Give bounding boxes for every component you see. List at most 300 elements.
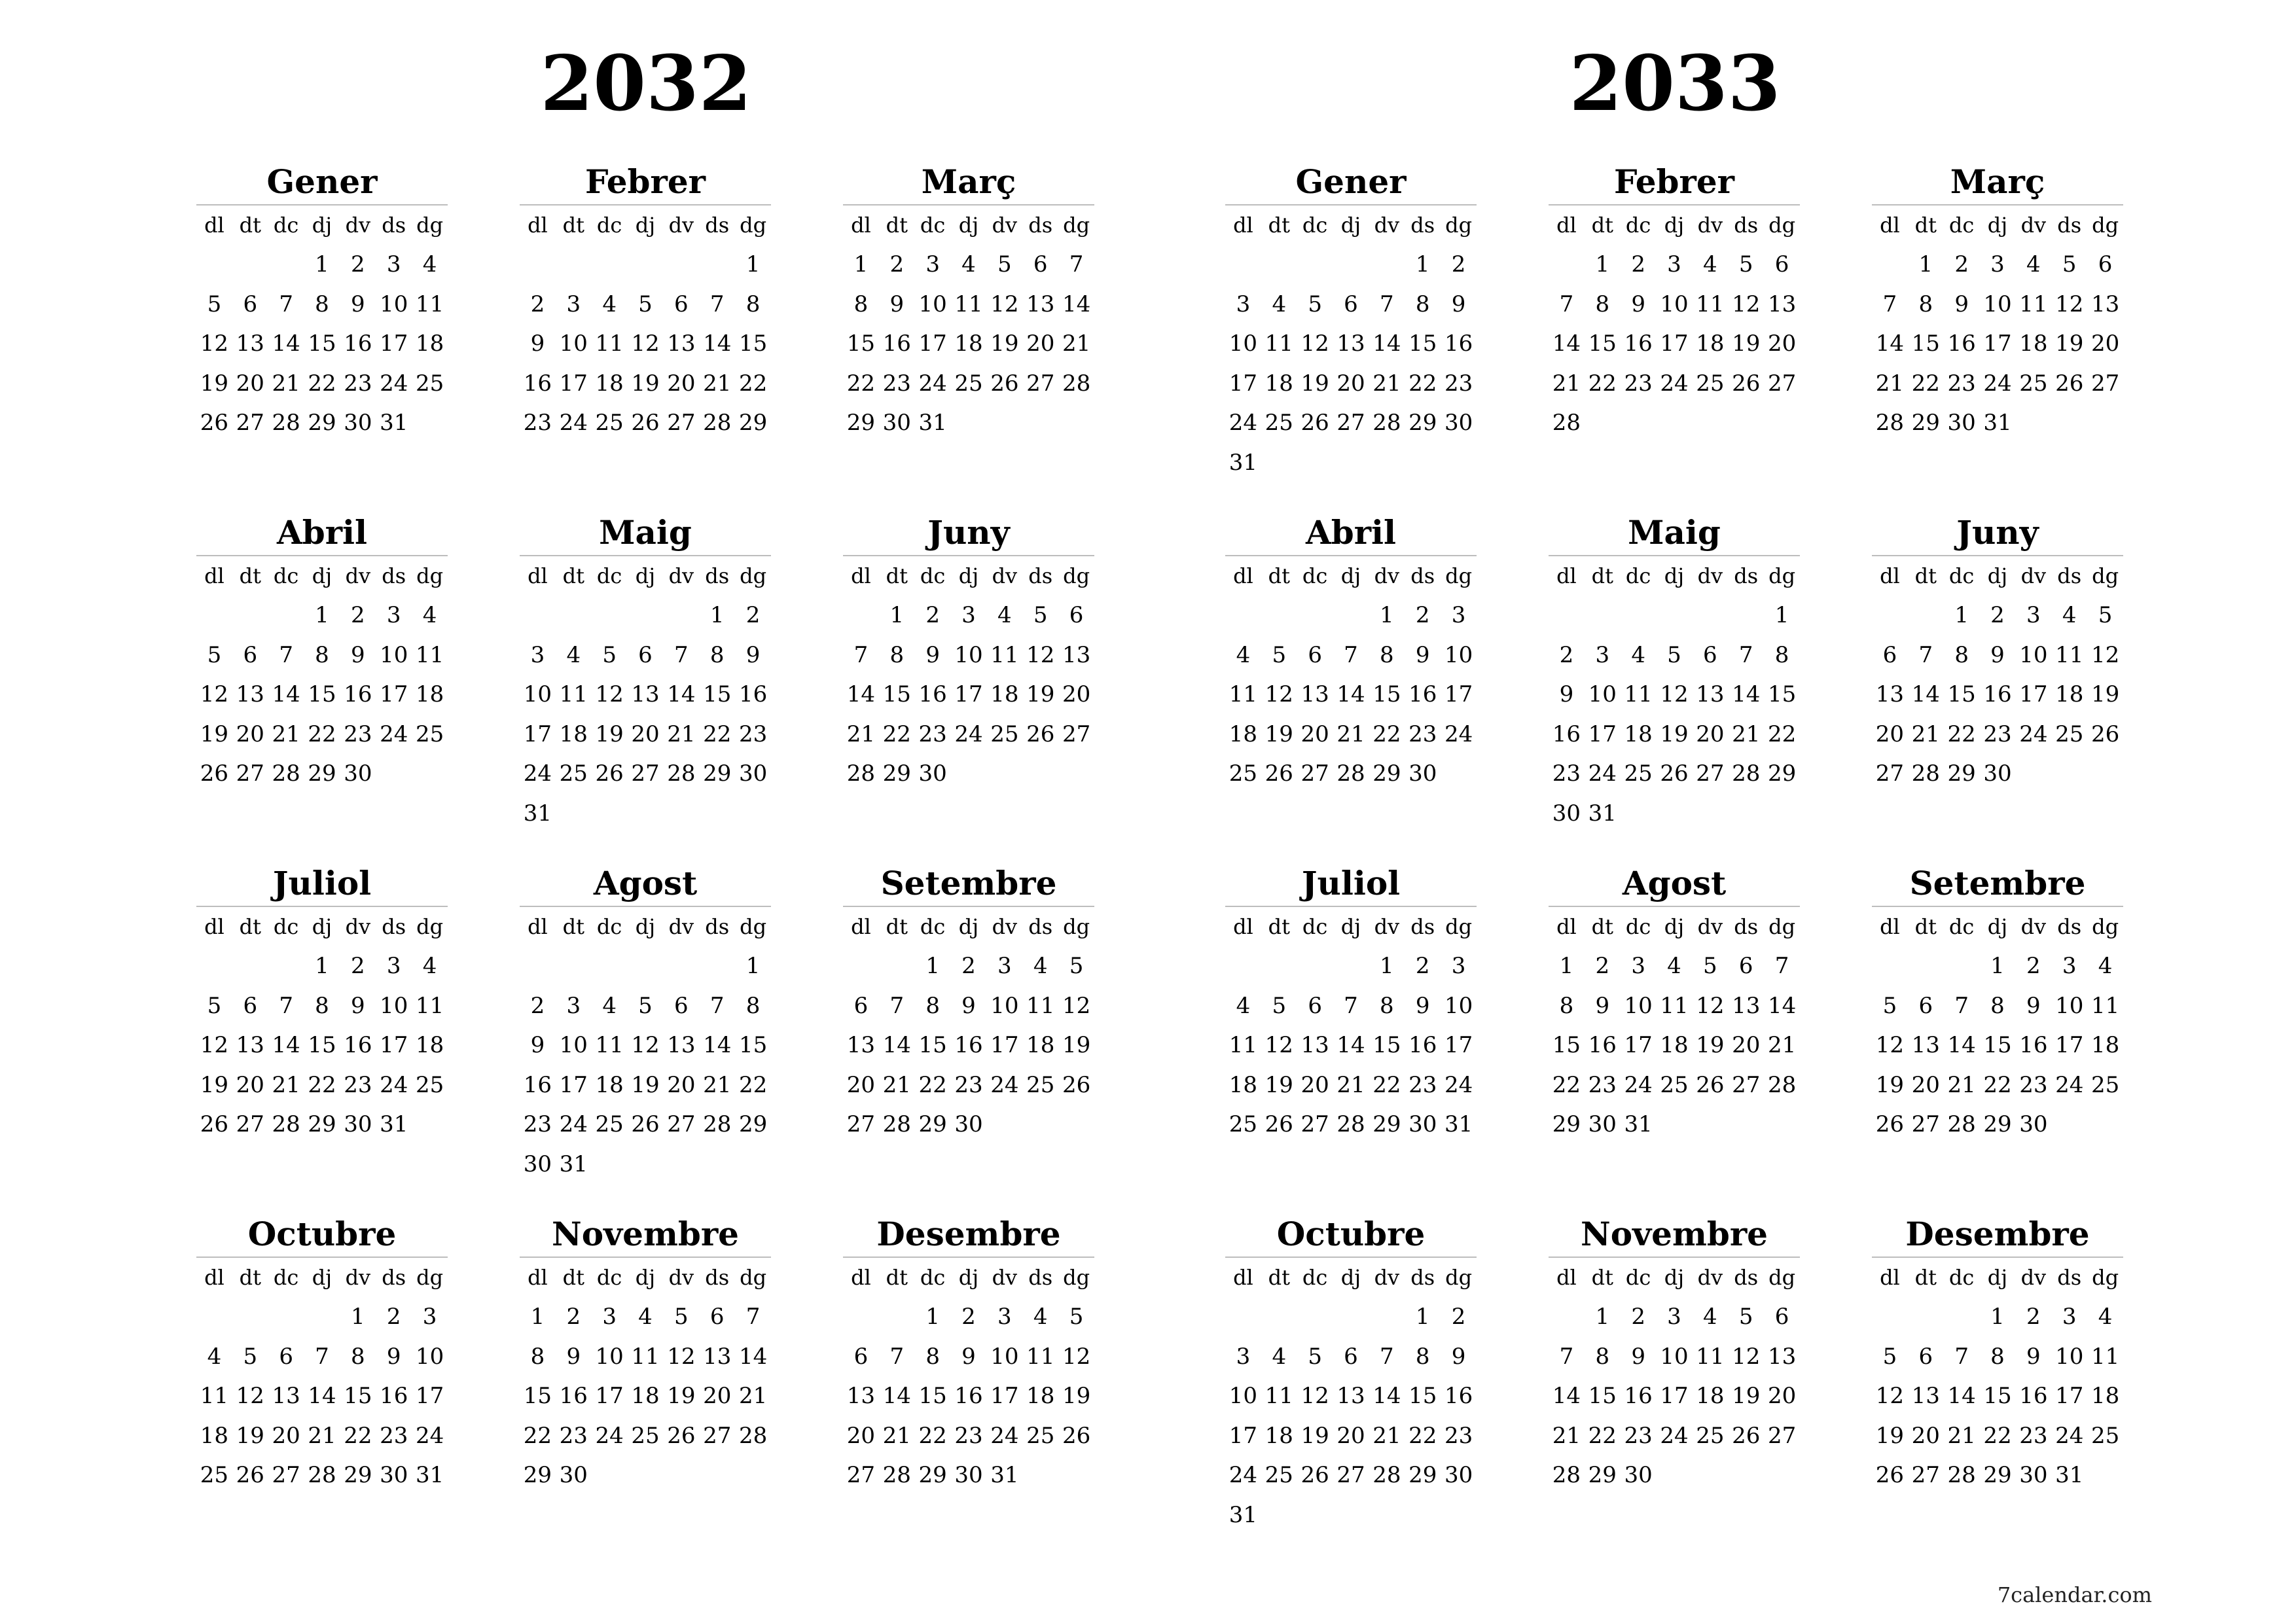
month-grid	[196, 205, 448, 443]
day-cell: 14	[703, 1032, 732, 1058]
month-name: Juliol	[196, 861, 448, 907]
day-cell: 19	[1300, 370, 1329, 397]
day-cell: 24	[990, 1422, 1019, 1449]
weekday-label: dv	[668, 213, 694, 238]
day-cell: 28	[1372, 410, 1401, 436]
weekday-label: ds	[705, 1265, 730, 1290]
day-cell: 25	[200, 1462, 229, 1488]
day-blank	[699, 946, 735, 986]
day-cell: 15	[1372, 681, 1401, 707]
weekday-label: dj	[635, 914, 656, 939]
day-cell: 29	[1552, 1111, 1581, 1137]
day-cell: 9	[1595, 992, 1610, 1019]
day-cell: 18	[1229, 1071, 1258, 1098]
day-cell: 19	[236, 1422, 264, 1449]
day-cell: 30	[918, 760, 947, 787]
day-cell: 18	[2090, 1383, 2120, 1409]
weekday-label: dl	[204, 563, 224, 588]
weekday-label: dv	[1374, 213, 1400, 238]
day-cell: 20	[236, 1071, 264, 1098]
month-2032-10	[196, 1212, 448, 1495]
day-cell: 25	[954, 370, 983, 397]
day-cell: 22	[308, 370, 336, 397]
weekday-label: dc	[1948, 914, 1975, 939]
day-cell: 10	[595, 1343, 624, 1370]
day-blank	[1333, 1297, 1369, 1337]
weekday-label: dg	[1768, 1265, 1796, 1290]
day-cell: 9	[1631, 291, 1645, 317]
day-cell: 19	[200, 370, 229, 397]
day-cell: 23	[738, 721, 768, 747]
day-blank	[843, 1297, 879, 1337]
month-grid	[520, 205, 771, 443]
day-cell: 19	[200, 721, 229, 747]
day-cell: 22	[738, 1071, 768, 1098]
day-cell: 29	[846, 410, 876, 436]
day-cell: 19	[990, 330, 1019, 357]
day-cell: 6	[853, 1343, 869, 1370]
day-cell: 18	[559, 721, 588, 747]
day-cell: 4	[602, 291, 617, 317]
day-cell: 9	[386, 1343, 401, 1370]
day-cell: 9	[961, 1343, 976, 1370]
weekday-label: dj	[1987, 914, 2008, 939]
day-cell: 14	[703, 330, 732, 357]
weekday-label: dt	[239, 563, 261, 588]
day-cell: 7	[709, 992, 725, 1019]
weekday-label: dj	[1664, 213, 1685, 238]
weekday-label: dg	[1063, 914, 1090, 939]
day-cell: 30	[344, 1111, 372, 1137]
weekday-label: dg	[2092, 1265, 2119, 1290]
weekday-label: dl	[1233, 914, 1253, 939]
weekday-label: dg	[1768, 563, 1796, 588]
day-cell: 1	[853, 251, 869, 277]
day-cell: 26	[2090, 721, 2120, 747]
day-cell: 7	[1882, 291, 1897, 317]
day-blank	[1872, 596, 1908, 635]
day-cell: 3	[602, 1304, 617, 1330]
day-cell: 24	[380, 1071, 408, 1098]
day-cell: 11	[1026, 992, 1055, 1019]
day-cell: 2	[1451, 1304, 1466, 1330]
weekday-label: dt	[1591, 213, 1613, 238]
day-cell: 25	[1026, 1071, 1055, 1098]
day-cell: 24	[415, 1422, 444, 1449]
weekday-label: dc	[920, 563, 946, 588]
day-cell: 20	[1767, 1383, 1797, 1409]
day-cell: 27	[1767, 370, 1797, 397]
day-cell: 15	[1552, 1032, 1581, 1058]
day-cell: 29	[1372, 1111, 1401, 1137]
day-cell: 30	[1408, 1111, 1437, 1137]
day-cell: 21	[667, 721, 696, 747]
day-cell: 23	[523, 1111, 552, 1137]
day-cell: 25	[1265, 1462, 1293, 1488]
day-cell: 3	[530, 641, 545, 668]
day-cell: 1	[315, 251, 329, 277]
weekday-label: dv	[992, 213, 1018, 238]
day-cell: 22	[1983, 1422, 2012, 1449]
day-cell: 9	[1451, 291, 1466, 317]
day-cell: 28	[1911, 760, 1940, 787]
day-cell: 28	[308, 1462, 336, 1488]
weekday-label: dv	[345, 914, 371, 939]
day-cell: 10	[954, 641, 983, 668]
day-cell: 16	[1983, 681, 2012, 707]
day-cell: 23	[523, 410, 552, 436]
weekday-label: dg	[1768, 213, 1796, 238]
day-blank	[1225, 596, 1261, 635]
day-cell: 17	[1588, 721, 1617, 747]
day-cell: 5	[1033, 602, 1048, 628]
weekday-label: dv	[992, 914, 1018, 939]
day-cell: 6	[1918, 1343, 1933, 1370]
day-cell: 17	[380, 330, 408, 357]
day-blank	[1944, 1297, 1980, 1337]
day-blank	[556, 245, 592, 285]
day-cell: 16	[1947, 330, 1976, 357]
day-cell: 30	[344, 410, 372, 436]
day-cell: 16	[918, 681, 947, 707]
day-cell: 27	[1875, 760, 1905, 787]
day-cell: 12	[1265, 1032, 1293, 1058]
day-blank	[268, 946, 304, 986]
day-cell: 23	[2019, 1071, 2048, 1098]
day-cell: 23	[1552, 760, 1581, 787]
weekday-label: dv	[2020, 914, 2047, 939]
day-blank	[520, 245, 556, 285]
day-cell: 21	[1947, 1422, 1976, 1449]
day-blank	[1225, 1297, 1261, 1337]
day-cell: 28	[1947, 1462, 1976, 1488]
day-cell: 6	[1882, 641, 1897, 668]
day-cell: 21	[882, 1071, 911, 1098]
day-cell: 23	[1624, 1422, 1653, 1449]
month-grid	[1225, 907, 1477, 1145]
day-cell: 26	[1875, 1111, 1905, 1137]
weekday-label: dv	[992, 1265, 1018, 1290]
day-cell: 4	[2062, 602, 2077, 628]
weekday-label: dj	[1340, 213, 1361, 238]
day-cell: 7	[279, 641, 293, 668]
day-cell: 23	[954, 1422, 983, 1449]
day-cell: 19	[595, 721, 624, 747]
day-cell: 29	[523, 1462, 552, 1488]
day-cell: 17	[380, 1032, 408, 1058]
day-cell: 21	[1552, 1422, 1581, 1449]
day-cell: 22	[1408, 1422, 1437, 1449]
day-cell: 20	[1026, 330, 1055, 357]
day-cell: 12	[200, 1032, 229, 1058]
day-cell: 17	[559, 1071, 588, 1098]
day-cell: 16	[523, 1071, 552, 1098]
weekday-label: dj	[1340, 563, 1361, 588]
day-cell: 3	[1990, 251, 2005, 277]
day-cell: 16	[1624, 330, 1653, 357]
day-cell: 25	[1660, 1071, 1689, 1098]
day-cell: 18	[595, 1071, 624, 1098]
weekday-label: dc	[1625, 213, 1651, 238]
day-cell: 9	[745, 641, 761, 668]
weekday-label: ds	[382, 563, 406, 588]
day-cell: 27	[846, 1111, 876, 1137]
weekday-label: dt	[562, 914, 584, 939]
weekday-label: dv	[1374, 563, 1400, 588]
weekday-label: dc	[920, 213, 946, 238]
day-cell: 2	[351, 953, 365, 979]
day-cell: 24	[380, 370, 408, 397]
day-cell: 25	[415, 721, 444, 747]
day-cell: 13	[1767, 291, 1797, 317]
day-cell: 12	[200, 330, 229, 357]
day-cell: 28	[1875, 410, 1905, 436]
day-cell: 16	[2019, 1383, 2048, 1409]
day-cell: 15	[918, 1383, 947, 1409]
day-cell: 23	[380, 1422, 408, 1449]
month-2032-2	[520, 160, 771, 443]
day-cell: 18	[2055, 681, 2084, 707]
day-cell: 1	[1559, 953, 1574, 979]
day-cell: 15	[523, 1383, 552, 1409]
day-cell: 27	[1300, 1111, 1329, 1137]
day-cell: 13	[1767, 1343, 1797, 1370]
day-cell: 28	[1552, 1462, 1581, 1488]
month-2032-4	[196, 510, 448, 794]
day-cell: 13	[1336, 1383, 1365, 1409]
day-blank	[1621, 596, 1657, 635]
weekday-label: dv	[2020, 213, 2047, 238]
month-grid	[1872, 205, 2123, 443]
day-blank	[879, 946, 915, 986]
day-cell: 16	[1552, 721, 1581, 747]
day-blank	[1297, 245, 1333, 285]
day-cell: 21	[1336, 1071, 1365, 1098]
weekday-label: dg	[2092, 914, 2119, 939]
day-cell: 25	[595, 410, 624, 436]
day-cell: 13	[1336, 330, 1365, 357]
day-cell: 27	[236, 410, 264, 436]
day-cell: 9	[1451, 1343, 1466, 1370]
day-cell: 29	[1408, 1462, 1437, 1488]
day-cell: 28	[1767, 1071, 1797, 1098]
day-cell: 5	[1738, 1304, 1753, 1330]
day-cell: 1	[1954, 602, 1969, 628]
month-2033-1	[1225, 160, 1477, 482]
day-blank	[196, 946, 232, 986]
day-cell: 22	[1372, 1071, 1401, 1098]
day-cell: 27	[272, 1462, 300, 1488]
day-cell: 15	[1588, 330, 1617, 357]
day-cell: 26	[200, 1111, 229, 1137]
weekday-label: dl	[1880, 563, 1900, 588]
day-cell: 1	[1595, 251, 1610, 277]
day-cell: 17	[954, 681, 983, 707]
day-cell: 8	[1954, 641, 1969, 668]
month-grid	[843, 556, 1094, 794]
day-cell: 3	[2026, 602, 2041, 628]
day-blank	[1225, 245, 1261, 285]
day-cell: 31	[1229, 1501, 1258, 1528]
month-2033-4	[1225, 510, 1477, 794]
day-cell: 4	[1272, 1343, 1287, 1370]
day-cell: 24	[1588, 760, 1617, 787]
month-grid	[1872, 556, 2123, 794]
day-cell: 22	[918, 1071, 947, 1098]
day-cell: 29	[1408, 410, 1437, 436]
day-cell: 14	[1947, 1032, 1976, 1058]
day-blank	[1369, 1297, 1405, 1337]
weekday-label: dt	[886, 1265, 908, 1290]
weekday-label: dv	[1697, 914, 1723, 939]
day-cell: 12	[236, 1383, 264, 1409]
day-blank	[1908, 946, 1944, 986]
weekday-label: ds	[1028, 563, 1053, 588]
day-cell: 4	[422, 251, 437, 277]
day-cell: 13	[1062, 641, 1091, 668]
day-blank	[843, 946, 879, 986]
weekday-label: dv	[2020, 1265, 2047, 1290]
day-cell: 3	[386, 953, 401, 979]
month-name: Gener	[196, 160, 448, 205]
day-cell: 14	[1336, 681, 1365, 707]
day-cell: 13	[631, 681, 660, 707]
weekday-label: dc	[920, 1265, 946, 1290]
day-cell: 10	[380, 992, 408, 1019]
month-2032-7	[196, 861, 448, 1145]
day-cell: 11	[415, 291, 444, 317]
day-blank	[1872, 1297, 1908, 1337]
day-cell: 15	[344, 1383, 372, 1409]
day-cell: 22	[1947, 721, 1976, 747]
day-cell: 20	[1336, 370, 1365, 397]
day-cell: 13	[236, 681, 264, 707]
day-cell: 24	[2055, 1422, 2084, 1449]
weekday-label: dv	[2020, 563, 2047, 588]
day-cell: 19	[1265, 1071, 1293, 1098]
weekday-label: dt	[562, 563, 584, 588]
day-cell: 16	[344, 681, 372, 707]
day-cell: 19	[1875, 1422, 1905, 1449]
day-cell: 30	[1588, 1111, 1617, 1137]
weekday-label: dt	[1268, 1265, 1290, 1290]
day-cell: 9	[1990, 641, 2005, 668]
day-cell: 24	[1983, 370, 2012, 397]
month-name: Octubre	[1225, 1212, 1477, 1258]
month-grid	[1549, 907, 1800, 1145]
day-cell: 30	[2019, 1111, 2048, 1137]
day-cell: 8	[853, 291, 869, 317]
weekday-label: dg	[1445, 1265, 1473, 1290]
weekday-label: dj	[312, 1265, 332, 1290]
day-cell: 16	[523, 370, 552, 397]
weekday-label: dj	[958, 563, 979, 588]
weekday-label: dg	[1768, 914, 1796, 939]
day-cell: 12	[1062, 1343, 1091, 1370]
month-name: Novembre	[1549, 1212, 1800, 1258]
month-name: Març	[1872, 160, 2123, 205]
day-cell: 6	[2098, 251, 2113, 277]
month-2033-3	[1872, 160, 2123, 443]
weekday-label: dv	[1374, 1265, 1400, 1290]
day-cell: 8	[1990, 992, 2005, 1019]
day-cell: 8	[1918, 291, 1933, 317]
day-cell: 10	[2055, 1343, 2084, 1370]
weekday-label: dl	[851, 1265, 871, 1290]
weekday-label: dv	[345, 1265, 371, 1290]
day-cell: 31	[990, 1462, 1019, 1488]
day-cell: 7	[1954, 992, 1969, 1019]
weekday-label: dl	[204, 914, 224, 939]
day-cell: 8	[1380, 992, 1394, 1019]
day-cell: 10	[1444, 641, 1473, 668]
weekday-label: dv	[992, 563, 1018, 588]
day-cell: 6	[1033, 251, 1048, 277]
day-cell: 5	[1069, 953, 1084, 979]
weekday-label: dc	[1948, 1265, 1975, 1290]
month-name: Agost	[1549, 861, 1800, 907]
day-cell: 27	[1026, 370, 1055, 397]
day-cell: 14	[882, 1383, 911, 1409]
weekday-label: dg	[1445, 563, 1473, 588]
day-cell: 11	[1026, 1343, 1055, 1370]
day-cell: 13	[272, 1383, 300, 1409]
day-cell: 26	[1026, 721, 1055, 747]
weekday-label: ds	[1734, 914, 1759, 939]
day-blank	[232, 1297, 268, 1337]
weekday-label: dl	[528, 1265, 548, 1290]
weekday-label: dg	[1063, 213, 1090, 238]
day-blank	[196, 245, 232, 285]
day-cell: 1	[1415, 1304, 1430, 1330]
weekday-label: dg	[740, 914, 767, 939]
weekday-label: dl	[1556, 563, 1577, 588]
day-cell: 12	[200, 681, 229, 707]
day-cell: 27	[1732, 1071, 1761, 1098]
month-name: Març	[843, 160, 1094, 205]
day-cell: 24	[1660, 1422, 1689, 1449]
day-cell: 18	[1696, 330, 1725, 357]
day-cell: 29	[308, 1111, 336, 1137]
day-cell: 12	[1062, 992, 1091, 1019]
weekday-label: ds	[382, 213, 406, 238]
weekday-label: ds	[1028, 213, 1053, 238]
day-cell: 12	[1026, 641, 1055, 668]
weekday-label: ds	[1410, 914, 1435, 939]
weekday-label: ds	[705, 213, 730, 238]
day-cell: 12	[595, 681, 624, 707]
day-cell: 9	[351, 641, 365, 668]
day-cell: 25	[1696, 370, 1725, 397]
day-cell: 16	[344, 1032, 372, 1058]
day-cell: 22	[1588, 1422, 1617, 1449]
weekday-label: dl	[1880, 1265, 1900, 1290]
day-cell: 1	[1990, 953, 2005, 979]
weekday-label: ds	[2057, 563, 2082, 588]
day-cell: 9	[1631, 1343, 1645, 1370]
weekday-label: dj	[635, 563, 656, 588]
weekday-label: ds	[2057, 1265, 2082, 1290]
day-cell: 2	[566, 1304, 581, 1330]
day-cell: 7	[1380, 291, 1394, 317]
weekday-label: dt	[239, 213, 261, 238]
day-cell: 22	[1408, 370, 1437, 397]
weekday-label: dg	[1445, 914, 1473, 939]
day-cell: 29	[738, 410, 768, 436]
day-cell: 21	[1947, 1071, 1976, 1098]
day-cell: 5	[674, 1304, 689, 1330]
day-cell: 11	[1229, 681, 1258, 707]
